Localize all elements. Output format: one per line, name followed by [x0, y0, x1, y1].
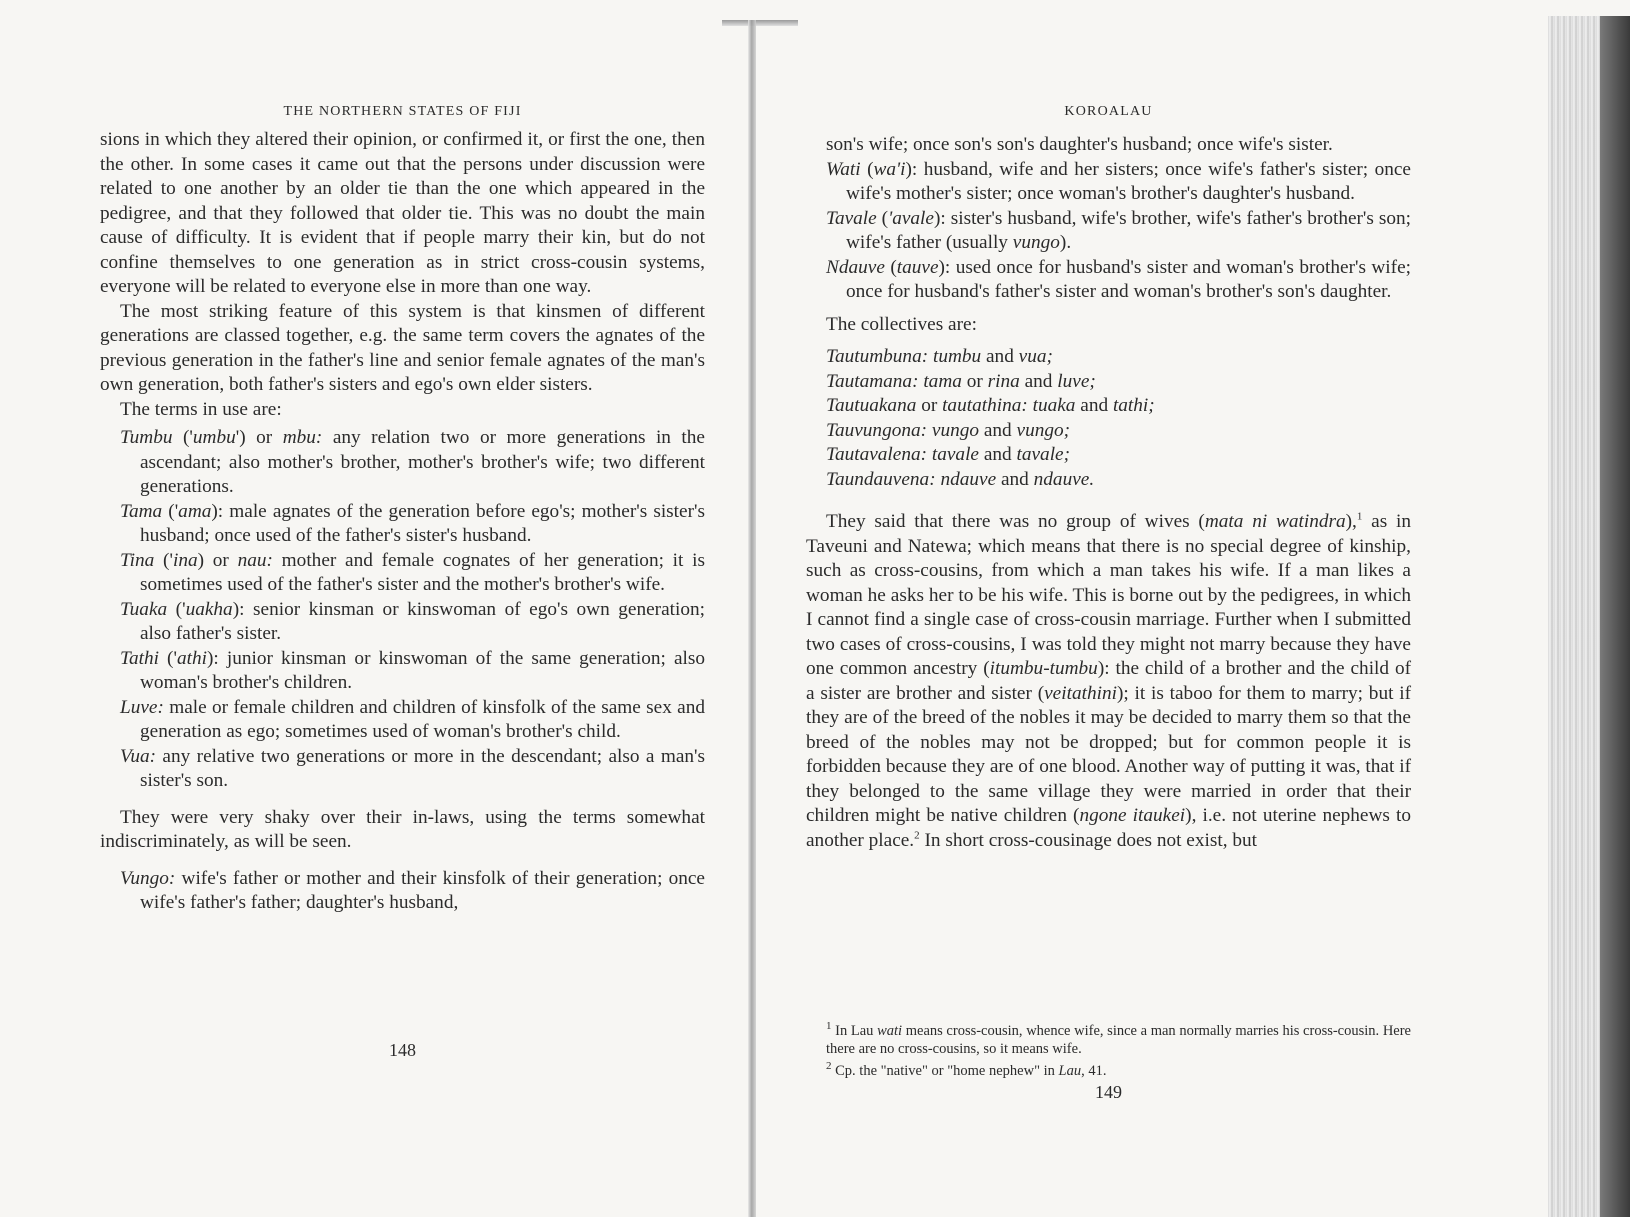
collectives-intro: The collectives are: — [826, 313, 977, 335]
collective-item: Tauvungona: vungo and vungo; — [826, 419, 1071, 441]
running-head-left: THE NORTHERN STATES OF FIJI — [283, 104, 522, 119]
footnote-ref: 1 — [1356, 510, 1363, 523]
collective-item: Tautuakana or tautathina: tuaka and tathi; — [826, 395, 1155, 416]
footnote: $^2$ Cp. the "native" or "home nephew" in Lau, 41. — [826, 1060, 1107, 1079]
paragraph: sions in which they altered their opinion, or confirmed it, or first the one, then the other. In some cases it came out that the persons under discussion were related to one another by an older tie than the one which appeared in the pedigree, and that they followed that older tie. This was no doubt the main cause of difficulty. It is evident that if people marry their kin, but do not confine themselves to one generation as in strict cross-cousin systems, everyone will be related to everyone else in more than one way. — [100, 129, 705, 297]
kin-term-entry: Vua: any relative two generations or more in the descendant; also a man's sister's son. — [120, 745, 705, 791]
paragraph: They were very shaky over their in-laws, using the terms somewhat indiscriminately, as will be seen. — [100, 806, 705, 852]
running-head-right: KOROALAU — [1064, 104, 1153, 119]
main-paragraph: They said that there was no group of wives (mata ni watindra),$^1$ as in Taveuni and Natewa; which means that there is no special degree of kinship, such as cross-cousins, from which a man takes his wife. If a man likes a woman he asks her to be his wife. This is borne out by the pedigrees, in which I cannot find a single case of cross-cousin marriage. Further when I submitted two cases of cross-cousins, I was told they might not marry because they have one common ancestry (itumbu-tumbu): the child of a brother and the child of a sister are brother and sister (veitathini); it is taboo for them to marry; but if they are of the breed of the nobles it may be decided to marry them so that the breed of the nobles may not be dropped; but for common people it is forbidden because they are of one blood. Another way of putting it was, that if they belonged to the same village they were married in order that their children might be native children (ngone itaukei), i.e. not uterine nephews to another place.$^2$ In short cross-cousinage does not exist, but — [806, 510, 1412, 851]
collective-item: Tautavalena: tavale and tavale; — [826, 444, 1071, 465]
footnote-ref: 2 — [914, 829, 920, 842]
continuation-text: son's wife; once son's son's daughter's husband; once wife's sister. — [826, 134, 1333, 155]
kin-term-entry: Vungo: wife's father or mother and their kinsfolk of their generation; once wife's father's father; daughter's husband, — [120, 867, 705, 913]
kin-term-entry: Tama ('ama): male agnates of the generation before ego's; mother's sister's husband; once used of the father's sister's husband. — [120, 500, 705, 546]
book-gutter — [748, 20, 756, 1217]
paragraph: The most striking feature of this system is that kinsmen of different generations are classed together, e.g. the same term covers the agnates of the previous generation in the father's line and senior female agnates of the man's own generation, both father's sisters and ego's own elder sisters. — [100, 300, 705, 395]
kin-term-entry: Tumbu ('umbu') or mbu: any relation two or more generations in the ascendant; also mother's brother, mother's brother's wife; two different generations. — [120, 427, 705, 497]
kin-term-entry: Wati (wa'i): husband, wife and her sisters; once wife's father's sister; once wife's mother's sister; once woman's brother's daughter's husband. — [826, 158, 1411, 204]
kin-term-entry: Ndauve (tauve): used once for husband's sister and woman's brother's wife; once for husband's father's sister and woman's brother's son's daughter. — [826, 256, 1411, 302]
kin-term-entry: Tina ('ina) or nau: mother and female cognates of her generation; it is sometimes used of the father's sister and the mother's brother's wife. — [120, 549, 706, 595]
kin-term-entry: Tavale ('avale): sister's husband, wife's brother, wife's father's brother's son; wife's father (usually vungo). — [826, 207, 1411, 253]
right-body — [806, 133, 1411, 853]
collectives-list — [806, 345, 1411, 492]
kin-term-entry: Tuaka ('uakha): senior kinsman or kinswoman of ego's own generation; also father's sister. — [120, 598, 706, 644]
left-body — [100, 128, 705, 916]
gutter-shadow-top — [722, 20, 798, 26]
kin-term-entry: Luve: male or female children and children of kinsfolk of the same sex and generation as ego; sometimes used of woman's brother's child. — [120, 696, 705, 742]
footnotes — [806, 1022, 1411, 1084]
book-cover-edge — [1600, 16, 1630, 1217]
page-number-right: 149 — [1095, 1082, 1122, 1102]
kin-term-entry: Tathi ('athi): junior kinsman or kinswoman of the same generation; also woman's brother's children. — [120, 647, 705, 693]
collective-item: Taundauvena: ndauve and ndauve. — [826, 468, 1095, 490]
page-number-left: 148 — [389, 1040, 416, 1060]
footnote: $^1$ In Lau wati means cross-cousin, whence wife, since a man normally marries his cross-cousin. Here there are no cross-cousins, so it means wife. — [826, 1020, 1411, 1057]
collective-item: Tautamana: tama or rina and luve; — [826, 370, 1096, 392]
collective-item: Tautumbuna: tumbu and vua; — [826, 346, 1053, 367]
paragraph: The terms in use are: — [120, 398, 282, 420]
